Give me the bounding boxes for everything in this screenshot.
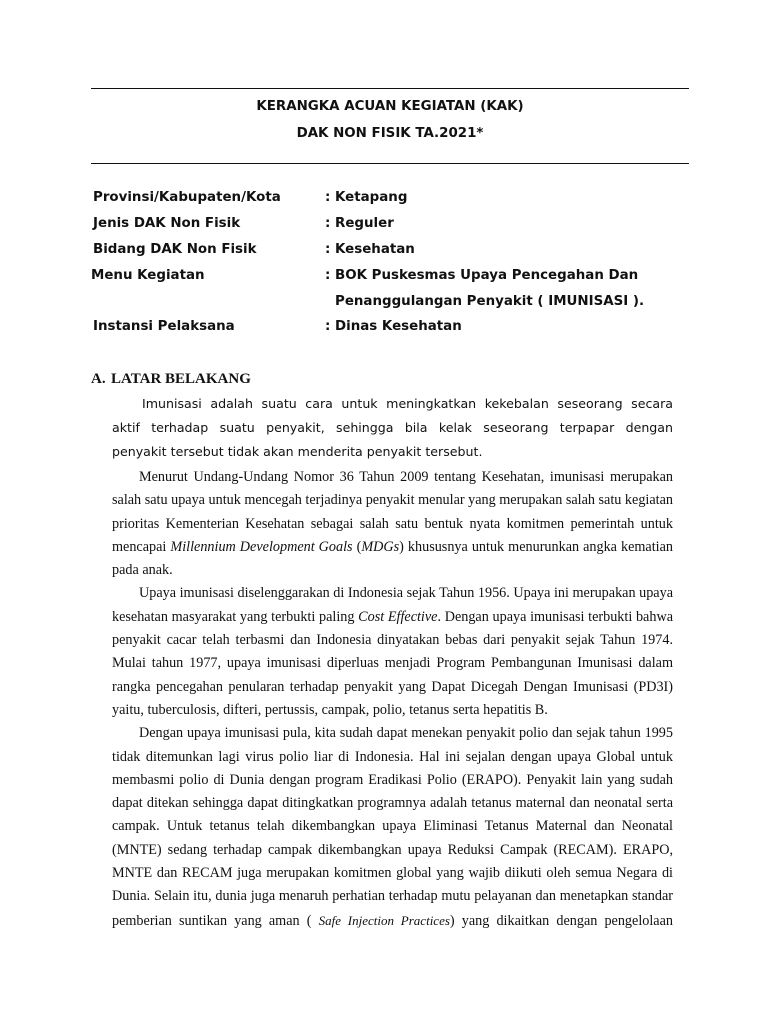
text-run: ( [352,538,362,555]
paragraph-line [112,536,673,559]
paragraph-line: Dengan upaya imunisasi pula, kita sudah dapat menekan penyakit polio dan sejak tahun 1995 [139,725,673,742]
top-divider [91,88,689,89]
paragraph-line: rangka pencegahan penularan terhadap penyakit yang Dapat Dicegah Dengan Imunisasi (PD3I) [112,678,673,695]
paragraph-line [112,606,673,629]
info-value: : Kesehatan [325,242,415,257]
paragraph-line: tidak ditemunkan lagi virus polio liar di Indonesia. Hal ini sejalan dengan upaya Global untuk [112,748,673,765]
paragraph-line: MNTE dan RECAM juga merupakan komitmen global yang wajib diikuti oleh semua Negara di [112,865,673,882]
document-subtitle: DAK NON FISIK TA.2021* [296,126,484,141]
info-value: : BOK Puskesmas Upaya Pencegahan Dan [325,268,639,283]
info-label: Bidang DAK Non Fisik [93,242,257,257]
body-paragraphs [112,466,673,933]
info-label: Instansi Pelaksana [93,319,235,334]
section-label: LATAR BELAKANG [111,371,251,387]
paragraph-line: Dunia. Selain itu, dunia juga menaruh perhatian terhadap mutu pelayanan dan menetapkan standar [112,888,673,905]
italic-term: Millennium Development Goals [170,538,353,555]
paragraph-line: Mulai tahun 1977, upaya imunisasi diperluas menjadi Program Pembangunan Imunisasi dalam [112,655,673,672]
info-label: Menu Kegiatan [91,268,205,283]
text-run: kesehatan masyarakat yang terbukti paling [112,608,359,625]
section-number: A. [91,371,106,387]
paragraph-line [112,909,673,933]
info-value-continued: Penanggulangan Penyakit ( IMUNISASI ). [335,294,645,309]
paragraph-line: Upaya imunisasi diselenggarakan di Indonesia sejak Tahun 1956. Upaya ini merupakan upaya [139,585,673,602]
paragraph-line: Menurut Undang-Undang Nomor 36 Tahun 2009 tentang Kesehatan, imunisasi merupakan [139,469,673,485]
text-run: ) khususnya untuk menurunkan angka kematian [399,538,674,555]
paragraph-line: salah satu upaya untuk mencegah terjadinya penyakit menular yang merupakan salah satu kegiatan [112,492,673,509]
paragraph-line: dapat ditekan sehingga dapat ditingkatkan programnya adalah tetanus maternal dan neonatal serta [112,795,673,812]
text-run: mencapai [112,538,171,555]
intro-line: penyakit tersebut tidak akan menderita penyakit tersebut. [112,444,483,459]
text-run: ) yang dikaitkan dengan pengelolaan [449,912,673,929]
paragraph-line: yaitu, tuberculosis, difteri, pertussis, campak, polio, tetanus serta hepatitis B. [112,701,548,718]
italic-term: Safe Injection Practices [318,912,450,928]
info-value: : Reguler [325,216,394,231]
paragraph-line: prioritas Kementerian Kesehatan sebagai salah satu bentuk nyata komitmen pemerintah untuk [112,515,673,532]
text-run: pemberian suntikan yang aman ( [112,912,319,929]
info-label: Provinsi/Kabupaten/Kota [93,190,281,205]
info-value: : Ketapang [325,190,408,205]
paragraph-line: penyakit cacar telah terbasmi dan Indonesia dinyatakan bebas dari penyakit sejak Tahun 1974. [112,632,673,649]
italic-term: MDGs [361,538,400,555]
paragraph-line: campak. Untuk tetanus telah dikembangkan upaya Eliminasi Tetanus Maternal dan Neonatal [112,818,673,835]
paragraph-line: (MNTE) sedang terhadap campak dikembangkan upaya Reduksi Campak (RECAM). ERAPO, [112,841,673,858]
text-run: . Dengan upaya imunisasi terbukti bahwa [437,608,673,625]
document-title: KERANGKA ACUAN KEGIATAN (KAK) [256,99,524,114]
paragraph-line: membasmi polio di Dunia dengan program Eradikasi Polio (ERAPO). Penyakit lain yang sudah [112,771,673,788]
info-value: : Dinas Kesehatan [325,319,462,334]
intro-line: aktif terhadap suatu penyakit, sehingga bila kelak seseorang terpapar dengan [112,420,673,435]
intro-paragraph [112,392,673,464]
intro-line: Imunisasi adalah suatu cara untuk meningkatkan kekebalan seseorang secara [142,396,673,411]
header-divider [91,163,689,164]
italic-term: Cost Effective [358,608,438,625]
info-label: Jenis DAK Non Fisik [93,216,241,231]
paragraph-line: pada anak. [112,562,173,579]
